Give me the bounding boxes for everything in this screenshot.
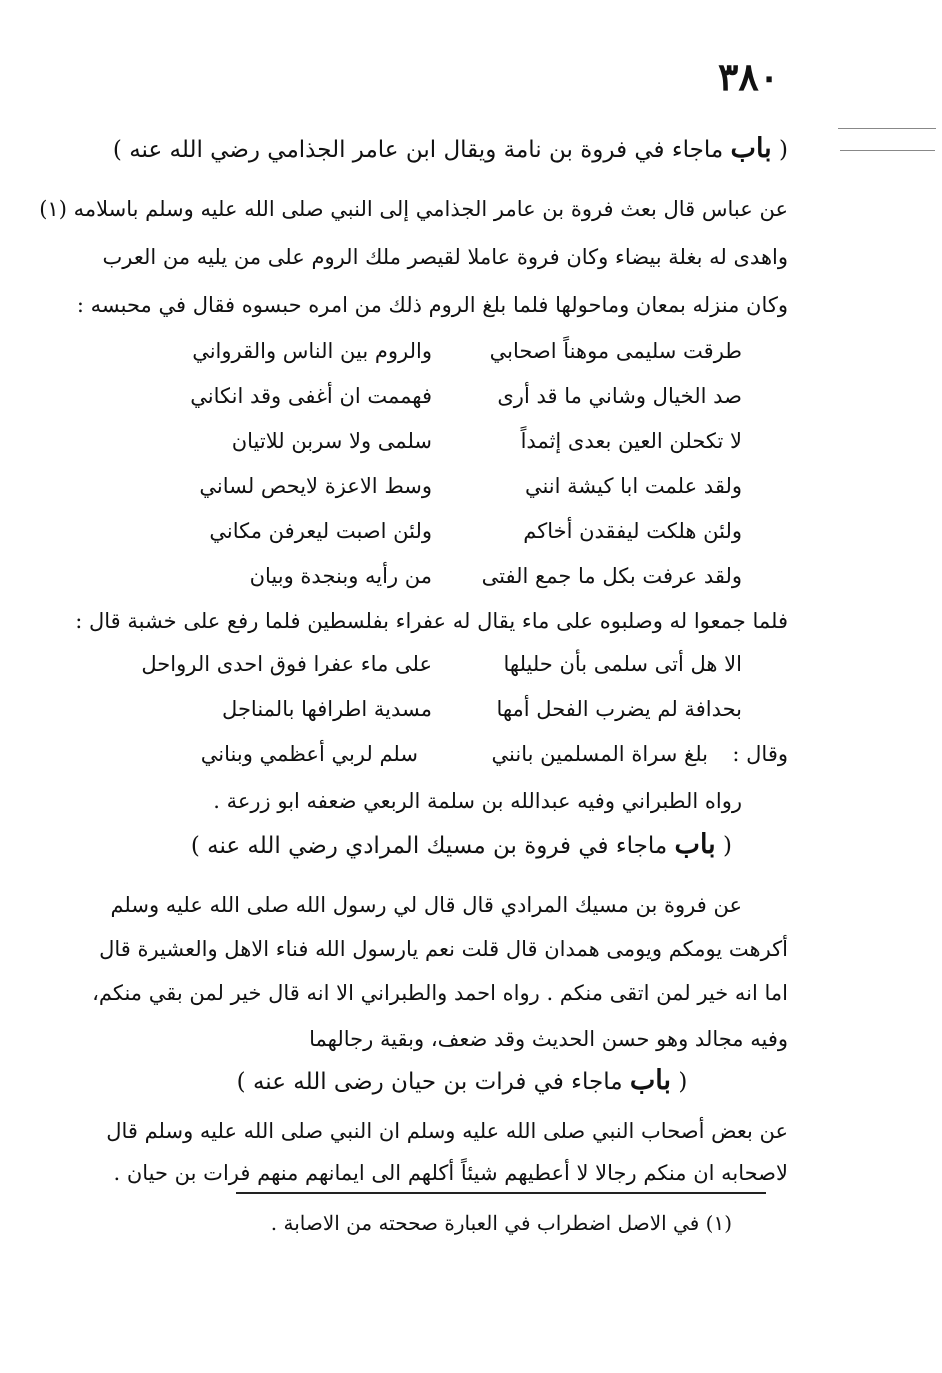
verse-line [142,647,742,683]
bab-word: باب [629,1065,672,1096]
verse-hemistich-first: لا تكحلن العين بعدى إثمداً [520,429,742,453]
qala-label: وقال : [732,742,788,766]
source-line: رواه الطبراني وفيه عبدالله بن سلمة الربعي ضعفه ابو زرعة . [213,789,742,813]
section-heading: ( باب ماجاء في فروة بن مسيك المرادي رضي الله عنه ) [190,829,732,860]
verse-hemistich-second: سلمى ولا سربن للاتيان [231,429,432,453]
verse-hemistich-second: مسدية اطرافها بالمناجل [222,697,432,721]
verse-hemistich-first: صد الخيال وشاني ما قد أرى [497,384,742,408]
footnote: (١) في الاصل اضطراب في العبارة صححته من الاصابة . [270,1211,732,1235]
verse-hemistich-first: طرقت سليمى موهناً اصحابي [489,339,742,363]
text-line: فلما جمعوا له وصلبوه على ماء يقال له عفراء بفلسطين فلما رفع على خشبة قال : [75,609,788,633]
scan-mark [840,150,935,151]
text-line: عن عباس قال بعث فروة بن عامر الجذامي إلى النبي صلى الله عليه وسلم باسلامه (١) [39,197,788,221]
verse-hemistich-first: بلغ سراة المسلمين بانني [491,742,708,766]
text-line: وفيه مجالد وهو حسن الحديث وقد ضعف، وبقية رجالهما [309,1027,788,1051]
verse-line [168,737,788,773]
verse-hemistich-second: على ماء عفرا فوق احدى الرواحل [141,652,432,676]
verse-hemistich-first: ولقد عرفت بكل ما جمع الفتى [481,564,742,588]
verse-line [142,334,742,370]
section-heading: ( باب ماجاء في فرات بن حيان رضى الله عنه ) [236,1065,688,1096]
verse-hemistich-second: وسط الاعزة لايحص لساني [199,474,432,498]
text-line: لاصحابه ان منكم رجالا لا أعطيهم شيئاً أكلهم الى ايمانهم منهم فرات بن حيان . [113,1161,788,1185]
scan-mark [838,128,936,129]
footnote-divider [236,1192,766,1194]
verse-hemistich-first: بحدافة لم يضرب الفحل أمها [496,697,742,721]
verse-line [142,424,742,460]
heading-text: ماجاء في فروة بن نامة ويقال ابن عامر الجذامي رضي الله عنه [129,137,724,163]
verse-line [142,692,742,728]
text-line: وكان منزله بمعان وماحولها فلما بلغ الروم ذلك من امره حبسوه فقال في محبسه : [76,293,788,317]
page-number: ٣٨٠ [718,54,780,99]
text-line: واهدى له بغلة بيضاء وكان فروة عاملا لقيصر ملك الروم على من يليه من العرب [102,245,788,269]
bab-word: باب [730,133,772,164]
verse-line [142,514,742,550]
verse-line [142,379,742,415]
verse-hemistich-second: سلم لربي أعظمي وبناني [200,742,418,766]
heading-text: ماجاء في فرات بن حيان رضى الله عنه [252,1069,623,1095]
verse-hemistich-second: والروم بين الناس والقرواني [192,339,432,363]
text-line: عن فروة بن مسيك المرادي قال قال لي رسول الله صلى الله عليه وسلم [110,893,742,917]
verse-hemistich-first: الا هل أتى سلمى بأن حليلها [503,652,742,676]
bab-word: باب [674,829,716,860]
text-line: أكرهت يومكم ويومى همدان قال قلت نعم يارسول الله فناء الاهل والعشيرة قال [99,937,788,961]
verse-hemistich-first: ولئن هلكت ليفقدن أخاكم [523,519,742,543]
heading-text: ماجاء في فروة بن مسيك المرادي رضي الله عنه [207,833,668,859]
text-line: عن بعض أصحاب النبي صلى الله عليه وسلم ان النبي صلى الله عليه وسلم قال [106,1119,788,1143]
text-line: اما انه خير لمن اتقى منكم . رواه احمد والطبراني الا انه قال خير لمن بقي منكم، [92,981,788,1005]
section-heading: ( باب ماجاء في فروة بن نامة ويقال ابن عامر الجذامي رضي الله عنه ) [112,133,788,164]
verse-line [142,469,742,505]
verse-hemistich-second: ولئن اصبت ليعرفن مكاني [209,519,432,543]
verse-hemistich-first: ولقد علمت ابا كيشة انني [524,474,742,498]
verse-hemistich-second: من رأيه وبنجدة وبيان [249,564,432,588]
verse-line [142,559,742,595]
verse-hemistich-second: فهممت ان أغفى وقد انكاني [190,384,432,408]
